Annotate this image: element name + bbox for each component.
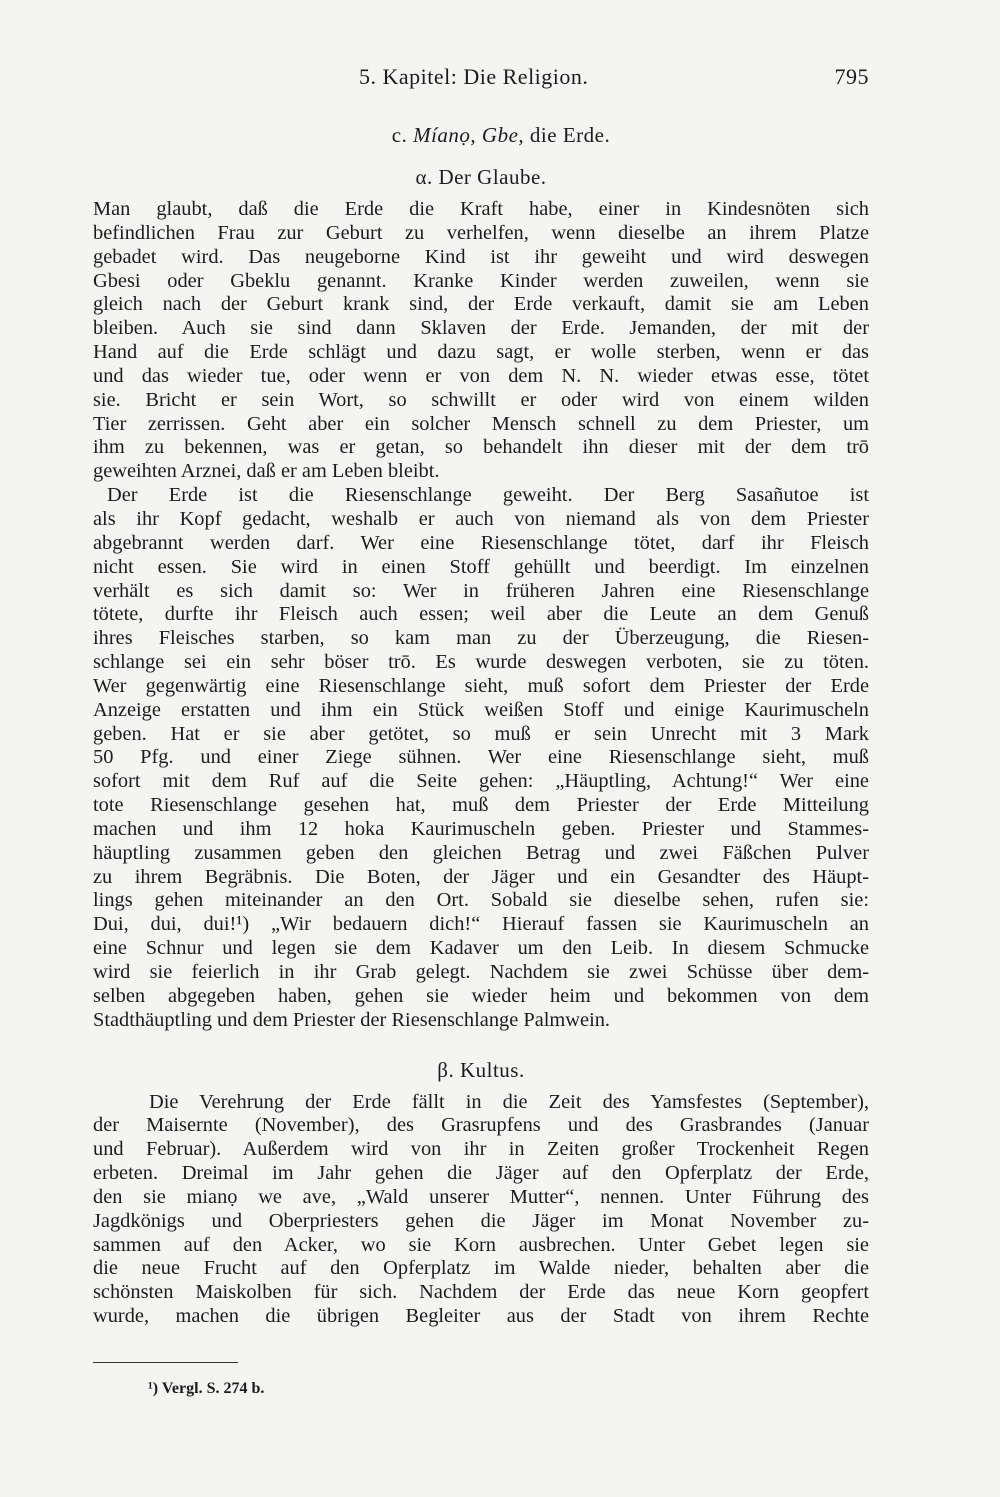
paragraph-line: Gbesi oder Gbeklu genannt. Kranke Kinder werden zuweilen, wenn sie — [93, 269, 869, 292]
footnote-rule — [93, 1362, 238, 1363]
paragraph-line: und Februar). Außerdem wird von ihr in Zeiten großer Trockenheit Regen — [93, 1138, 869, 1161]
footnote: ¹) Vergl. S. 274 b. — [148, 1380, 265, 1397]
paragraph-line: eine Schnur und legen sie dem Kadaver um den Leib. In diesem Schmucke — [93, 937, 869, 960]
paragraph-line: Stadthäuptling und dem Priester der Riesenschlange Palmwein. — [93, 1008, 611, 1031]
section-c-prefix: c. — [391, 123, 408, 147]
paragraph-1 — [93, 198, 869, 484]
paragraph-line: als ihr Kopf gedacht, weshalb er auch von niemand als von dem Priester — [93, 507, 869, 530]
section-heading-c — [93, 120, 869, 150]
paragraph-line: Tier zerrissen. Geht aber ein solcher Mensch schnell zu dem Priester, um — [93, 412, 869, 435]
paragraph-line: der Maisernte (November), des Grasrupfens und des Grasbrandes (Januar — [93, 1114, 869, 1137]
paragraph-line: häuptling zusammen geben den gleichen Betrag und zwei Fäßchen Pulver — [93, 841, 869, 864]
paragraph-line: Man glaubt, daß die Erde die Kraft habe, einer in Kindesnöten sich — [93, 198, 869, 220]
paragraph-line: Anzeige erstatten und ihm ein Stück weißen Stoff und einige Kaurimuscheln — [93, 698, 869, 721]
paragraph-line: Hand auf die Erde schlägt und dazu sagt, er wolle sterben, wenn er das — [93, 341, 869, 364]
running-head — [93, 58, 869, 100]
paragraph-line: ihm zu bekennen, was er getan, so behandelt ihn dieser mit der dem trō — [93, 436, 869, 459]
paragraph-line: 50 Pfg. und einer Ziege sühnen. Wer eine Riesenschlange sieht, muß — [93, 746, 869, 769]
paragraph-line: lings gehen miteinander an den Ort. Sobald sie dieselbe sehen, rufen sie: — [93, 889, 869, 912]
paragraph-line: sie. Bricht er sein Wort, so schwillt er oder wird von einem wilden — [93, 388, 869, 411]
paragraph-line: den sie mianọ we ave, „Wald unserer Mutter“, nennen. Unter Führung des — [93, 1185, 869, 1208]
paragraph-line: tötete, durfte ihr Fleisch auch essen; weil aber die Leute an dem Genuß — [93, 603, 869, 626]
paragraph-line: befindlichen Frau zur Geburt zu verhelfen, wenn dieselbe an ihrem Platze — [93, 221, 869, 244]
paragraph-line: schlange sei ein sehr böser trō. Es wurde deswegen verboten, sie zu töten. — [93, 651, 869, 674]
paragraph-line: tote Riesenschlange gesehen hat, muß dem Priester der Erde Mitteilung — [93, 794, 869, 817]
paragraph-line: nicht essen. Sie wird in einen Stoff gehüllt und beerdigt. Im einzelnen — [93, 555, 869, 578]
paragraph-line: Die Verehrung der Erde fällt in die Zeit des Yamsfestes (September), — [149, 1090, 869, 1113]
paragraph-2 — [93, 484, 869, 1032]
paragraph-line: Wer gegenwärtig eine Riesenschlange sieht, muß sofort dem Priester der Erde — [93, 674, 869, 697]
paragraph-line: sammen auf den Acker, wo sie Korn ausbrechen. Unter Gebet legen sie — [93, 1233, 869, 1256]
paragraph-line: geben. Hat er sie aber getötet, so muß er sein Unrecht mit 3 Mark — [93, 722, 869, 745]
paragraph-line: die neue Frucht auf den Opferplatz im Walde nieder, behalten aber die — [93, 1257, 869, 1280]
running-title: 5. Kapitel: Die Religion. — [359, 64, 589, 89]
section-heading-alpha: α. Der Glaube. — [415, 165, 547, 189]
paragraph-line: verhält es sich damit so: Wer in früheren Jahren eine Riesenschlange — [93, 579, 869, 602]
section-c-italic-title: Míanọ, Gbe, — [413, 123, 525, 147]
paragraph-line: bleiben. Auch sie sind dann Sklaven der Erde. Jemanden, der mit der — [93, 317, 869, 340]
paragraph-line: und das wieder tue, oder wenn er von dem N. N. wieder etwas esse, tötet — [93, 364, 869, 387]
paragraph-line: Der Erde ist die Riesenschlange geweiht. Der Berg Sasañutoe ist — [107, 484, 869, 507]
section-c-suffix: die Erde. — [529, 123, 611, 147]
page — [93, 58, 869, 1329]
paragraph-line: gleich nach der Geburt krank sind, der Erde verkauft, damit sie am Leben — [93, 293, 869, 316]
paragraph-line: sofort mit dem Ruf auf die Seite gehen: „Häuptling, Achtung!“ Wer eine — [93, 770, 869, 793]
paragraph-line: wurde, machen die übrigen Begleiter aus der Stadt von ihrem Rechte — [93, 1305, 869, 1328]
paragraph-line: gebadet wird. Das neugeborne Kind ist ihr geweiht und wird deswegen — [93, 245, 869, 268]
paragraph-line: abgebrannt werden darf. Wer eine Riesenschlange tötet, darf ihr Fleisch — [93, 531, 869, 554]
section-heading-beta: β. Kultus. — [437, 1057, 525, 1082]
paragraph-line: zu ihrem Begräbnis. Die Boten, der Jäger und ein Gesandter des Häupt- — [93, 865, 869, 888]
paragraph-line: selben abgegeben haben, gehen sie wieder heim und bekommen von dem — [93, 984, 869, 1007]
paragraph-line: Dui, dui, dui!¹) „Wir bedauern dich!“ Hierauf fassen sie Kaurimuscheln an — [93, 913, 869, 936]
paragraph-line: machen und ihm 12 hoka Kaurimuscheln geben. Priester und Stammes- — [93, 817, 869, 840]
paragraph-line: geweihten Arznei, daß er am Leben bleibt. — [93, 460, 440, 483]
paragraph-line: erbeten. Dreimal im Jahr gehen die Jäger auf den Opferplatz der Erde, — [93, 1162, 869, 1185]
paragraph-3 — [93, 1091, 869, 1329]
paragraph-line: wird sie feierlich in ihr Grab gelegt. Nachdem sie zwei Schüsse über dem- — [93, 961, 869, 983]
paragraph-line: Jagdkönigs und Oberpriesters gehen die Jäger im Monat November zu- — [93, 1209, 869, 1232]
paragraph-line: ihres Fleisches starben, so kam man zu der Überzeugung, die Riesen- — [93, 627, 869, 650]
paragraph-line: schönsten Maiskolben für sich. Nachdem der Erde das neue Korn geopfert — [93, 1281, 869, 1304]
page-number: 795 — [834, 64, 869, 89]
